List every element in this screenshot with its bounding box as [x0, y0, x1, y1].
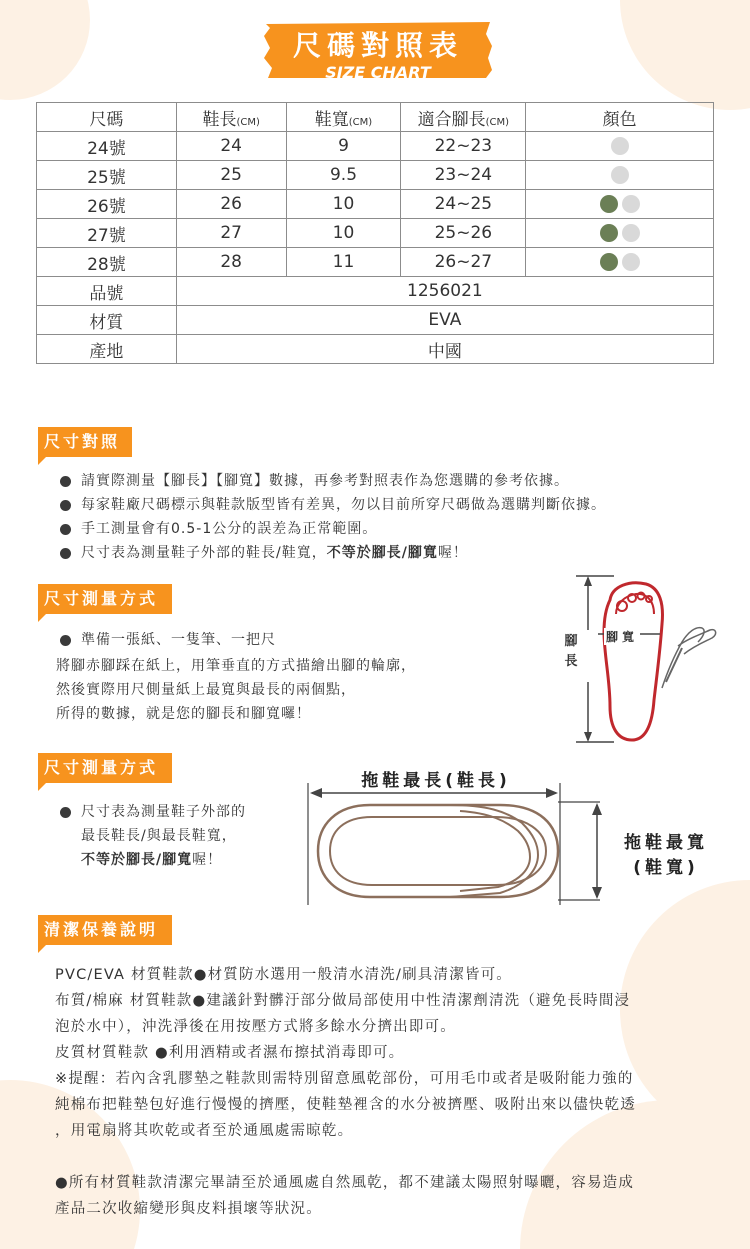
- header-foot-length: 適合腳長(CM): [401, 103, 526, 132]
- cell-foot: 24~25: [401, 190, 526, 219]
- measure-method-bullet: [60, 628, 276, 652]
- color-swatch-gray: [622, 253, 640, 271]
- bullet-icon: [60, 635, 71, 646]
- shoe-width-label: 拖鞋最寬 (鞋寬): [624, 833, 708, 878]
- cell-colors: [526, 248, 714, 277]
- info-label: 材質: [37, 306, 177, 335]
- cell-foot: 23~24: [401, 161, 526, 190]
- foot-length-label: 腳長: [563, 632, 579, 672]
- title-banner: [262, 20, 494, 80]
- bullet-icon: [60, 807, 71, 818]
- color-swatch-gray: [611, 166, 629, 184]
- header-size: 尺碼: [37, 103, 177, 132]
- background-circle-top-left: [0, 0, 90, 100]
- color-swatch-gray: [622, 195, 640, 213]
- info-label: 品號: [37, 277, 177, 306]
- title-english: SIZE CHART: [325, 63, 431, 82]
- background-circle-top-right: [620, 0, 750, 110]
- color-swatch-green: [600, 195, 618, 213]
- title-chinese: 尺碼對照表: [292, 29, 463, 62]
- list-item: 請實際測量【腳長】【腳寬】數據，再參考對照表作為您選購的參考依據。: [60, 469, 720, 493]
- table-row: [37, 219, 714, 248]
- table-row: [37, 190, 714, 219]
- cell-width: 11: [286, 248, 401, 277]
- color-swatch-green: [600, 224, 618, 242]
- bullet-icon: [60, 548, 71, 559]
- color-swatch-gray: [622, 224, 640, 242]
- cell-foot: 25~26: [401, 219, 526, 248]
- section-tag-tail: [38, 614, 46, 622]
- color-swatch-gray: [611, 137, 629, 155]
- cell-size: 26號: [37, 190, 177, 219]
- table-row: [37, 161, 714, 190]
- table-header-row: [37, 103, 714, 132]
- foot-measure-illustration: [570, 570, 730, 750]
- foot-width-label: 腳寬: [606, 630, 639, 644]
- cell-length: 28: [176, 248, 286, 277]
- shoe-measure-text: 最長鞋長/與最長鞋寬， 不等於腳長/腳寬喔！: [81, 828, 237, 868]
- info-row-origin: [37, 335, 714, 364]
- info-row-item-number: [37, 277, 714, 306]
- cell-size: 28號: [37, 248, 177, 277]
- header-shoe-length: 鞋長(CM): [176, 103, 286, 132]
- list-item: 手工測量會有0.5-1公分的誤差為正常範圍。: [60, 517, 720, 541]
- cell-width: 9.5: [286, 161, 401, 190]
- cell-size: 27號: [37, 219, 177, 248]
- section-tag-care-instructions: 清潔保養說明: [38, 915, 172, 945]
- table-row: [37, 248, 714, 277]
- list-item: 尺寸表為測量鞋子外部的: [60, 800, 246, 824]
- cell-colors: [526, 190, 714, 219]
- cell-length: 24: [176, 132, 286, 161]
- cell-length: 25: [176, 161, 286, 190]
- cell-width: 9: [286, 132, 401, 161]
- table-row: [37, 132, 714, 161]
- header-color: 顏色: [526, 103, 714, 132]
- cell-size: 24號: [37, 132, 177, 161]
- care-instructions-text: PVC/EVA 材質鞋款●材質防水選用一般清水清洗/刷具清潔皆可。 布質/棉麻 材質鞋款●建議針對髒汙部分做局部使用中性清潔劑清洗（避免長時間浸 泡於水中），沖洗淨後在用按壓方式將多餘水分擠出即可。 皮質材質鞋款 ●利用酒精或者濕布擦拭消毒即可。 ※提醒：若內含乳膠墊之鞋款則需特別留意風乾部份，可用毛巾或者是吸附能力強的 純棉布把鞋墊包好進行慢慢的擠壓，使鞋墊裡含的水分被擠壓、吸附出來以儘快乾透 ，用電扇將其吹乾或者至於通風處需晾乾。 ●所有材質鞋款清潔完畢請至於通風處自然風乾，都不建議太陽照射曝曬，容易造成 產品二次收縮變形與皮料損壞等狀況。: [55, 967, 636, 1217]
- info-value: EVA: [176, 306, 713, 335]
- measure-method-text: 將腳赤腳踩在紙上，用筆垂直的方式描繪出腳的輪廓， 然後實際用尺側量紙上最寬與最長的兩個點， 所得的數據，就是您的腳長和腳寬囉！: [56, 658, 416, 722]
- bullet-icon: [60, 476, 71, 487]
- info-row-material: [37, 306, 714, 335]
- shoe-length-label: 拖鞋最長(鞋長): [346, 766, 526, 791]
- cell-colors: [526, 219, 714, 248]
- cell-colors: [526, 132, 714, 161]
- size-reference-list: [60, 469, 720, 565]
- cell-colors: [526, 161, 714, 190]
- info-value: 1256021: [176, 277, 713, 306]
- section-tag-measure-method-2: 尺寸測量方式: [38, 753, 172, 783]
- bullet-icon: [60, 500, 71, 511]
- info-value: 中國: [176, 335, 713, 364]
- list-item: 準備一張紙、一隻筆、一把尺: [60, 628, 276, 652]
- size-chart-table: [36, 102, 714, 364]
- section-tag-size-reference: 尺寸對照: [38, 427, 132, 457]
- header-shoe-width: 鞋寬(CM): [286, 103, 401, 132]
- section-tag-tail: [38, 783, 46, 791]
- cell-length: 26: [176, 190, 286, 219]
- shoe-measure-bullet: [60, 800, 246, 824]
- section-tag-tail: [38, 945, 46, 953]
- color-swatch-green: [600, 253, 618, 271]
- info-label: 產地: [37, 335, 177, 364]
- section-tag-measure-method: 尺寸測量方式: [38, 584, 172, 614]
- section-tag-tail: [38, 457, 46, 465]
- bullet-icon: [60, 524, 71, 535]
- cell-foot: 26~27: [401, 248, 526, 277]
- cell-width: 10: [286, 219, 401, 248]
- list-item: 每家鞋廠尺碼標示與鞋款版型皆有差異，勿以目前所穿尺碼做為選購判斷依據。: [60, 493, 720, 517]
- cell-width: 10: [286, 190, 401, 219]
- cell-foot: 22~23: [401, 132, 526, 161]
- cell-size: 25號: [37, 161, 177, 190]
- cell-length: 27: [176, 219, 286, 248]
- list-item: 尺寸表為測量鞋子外部的鞋長/鞋寬， 不等於腳長/腳寬 喔！: [60, 541, 720, 565]
